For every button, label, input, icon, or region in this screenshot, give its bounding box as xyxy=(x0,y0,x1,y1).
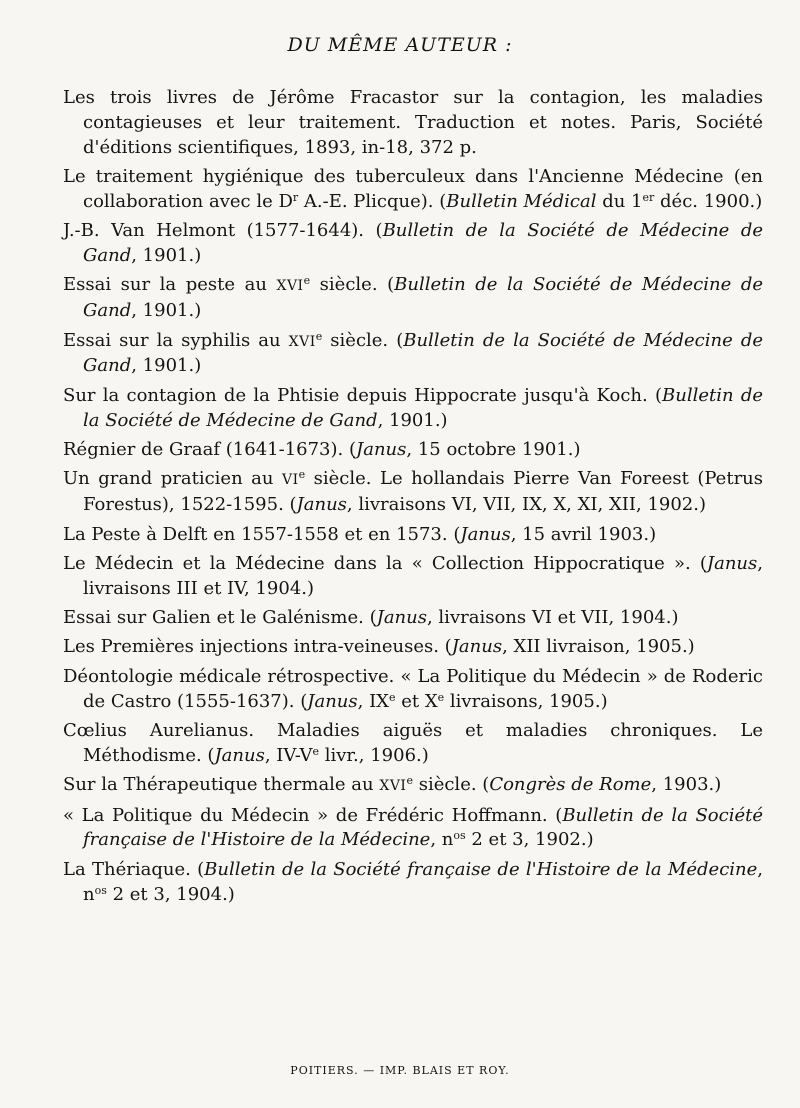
century-numeral: XVI xyxy=(379,778,407,795)
bibliography-entry xyxy=(63,384,763,434)
bibliography-entry xyxy=(63,273,763,324)
superscript: e xyxy=(406,774,413,788)
bibliography-entry xyxy=(63,804,763,854)
superscript: r xyxy=(292,190,299,204)
entry-text: Cœlius Aurelianus. Maladies aiguës et maladies chroniques. Le Méthodisme. ( xyxy=(63,720,763,766)
bibliography-entry xyxy=(63,165,763,215)
entry-text: Le Médecin et la Médecine dans la « Collection Hippocratique ». ( xyxy=(63,552,707,574)
century-numeral: XVI xyxy=(288,333,316,350)
entry-text: , IX xyxy=(357,690,389,712)
entry-text: et X xyxy=(395,690,438,712)
entry-text: Sur la contagion de la Phtisie depuis Hippocrate jusqu'à Koch. ( xyxy=(63,384,662,406)
journal-title: Congrès de Rome xyxy=(489,774,652,796)
entry-text: , livraisons VI et VII, 1904.) xyxy=(426,607,679,629)
journal-title: Janus xyxy=(460,523,511,545)
bibliography-entry xyxy=(63,86,763,160)
bibliography-list xyxy=(63,86,763,912)
entry-text: , 15 octobre 1901.) xyxy=(406,438,581,460)
entry-text: livr., 1906.) xyxy=(319,744,429,766)
entry-text: , livraisons VI, VII, IX, X, XI, XII, 1902.) xyxy=(346,494,706,516)
journal-title: Bulletin de la Société de Médecine de Gand xyxy=(83,220,763,266)
bibliography-entry xyxy=(63,635,763,660)
entry-text: , 1903.) xyxy=(651,774,722,796)
entry-text: siècle. ( xyxy=(322,329,404,351)
journal-title: Bulletin Médical xyxy=(446,190,597,212)
bibliography-entry xyxy=(63,467,763,518)
entry-text: , IV-V xyxy=(264,744,313,766)
journal-title: Janus xyxy=(706,552,758,574)
superscript: e xyxy=(298,468,306,482)
bibliography-entry xyxy=(63,552,763,602)
entry-text: Régnier de Graaf (1641-1673). ( xyxy=(63,438,356,460)
journal-title: Janus xyxy=(356,438,407,460)
bibliography-entry xyxy=(63,438,763,463)
entry-text: siècle. ( xyxy=(412,774,490,796)
journal-title: Janus xyxy=(376,607,427,629)
journal-title: Bulletin de la Société française de l'Histoire de la Médecine xyxy=(204,858,758,880)
superscript: er xyxy=(642,190,655,204)
entry-text: , 1901.) xyxy=(131,355,202,377)
entry-text: , n xyxy=(430,829,454,851)
entry-text: , 1901.) xyxy=(131,300,202,322)
superscript: os xyxy=(453,829,466,843)
bibliography-entry xyxy=(63,219,763,269)
entry-text: , 1901.) xyxy=(131,244,202,266)
century-numeral: VI xyxy=(281,472,299,489)
entry-text: , 15 avril 1903.) xyxy=(510,523,657,545)
entry-text: 2 et 3, 1904.) xyxy=(106,883,235,905)
journal-title: Janus xyxy=(307,690,358,712)
century-numeral: XVI xyxy=(276,278,304,295)
bibliography-entry xyxy=(63,773,763,799)
entry-text: Essai sur la syphilis au xyxy=(63,329,289,351)
superscript: e xyxy=(315,329,323,343)
superscript: os xyxy=(94,883,107,897)
bibliography-entry xyxy=(63,606,763,631)
journal-title: Janus xyxy=(451,636,503,658)
entry-text: J.-B. Van Helmont (1577-1644). ( xyxy=(63,220,383,242)
entry-text: livraisons, 1905.) xyxy=(444,690,608,712)
entry-text: Le traitement hygiénique des tuberculeux dans l'Ancienne Médecine (en collaboration avec le D xyxy=(63,165,763,212)
entry-text: , 1901.) xyxy=(377,409,448,431)
superscript: e xyxy=(437,690,445,704)
entry-text: Les Premières injections intra-veineuses. ( xyxy=(63,636,452,658)
entry-text: , XII livraison, 1905.) xyxy=(502,636,695,658)
bibliography-entry xyxy=(63,858,763,908)
entry-text: , n xyxy=(83,858,764,905)
entry-text: Les trois livres de Jérôme Fracastor sur la contagion, les maladies contagieuses et leur traitement. Traduction et notes. Paris, Société d'éditions scientifiques, 1893, in-18, 372 p. xyxy=(63,87,763,158)
journal-title: Janus xyxy=(296,494,347,516)
journal-title: Bulletin de la Société française de l'Histoire de la Médecine xyxy=(83,804,763,851)
entry-text: Déontologie médicale rétrospective. « La Politique du Médecin » de Roderic de Castro (1555-1637). ( xyxy=(63,665,763,712)
bibliography-entry xyxy=(63,719,763,769)
entry-text: , livraisons III et IV, 1904.) xyxy=(83,552,763,599)
entry-text: La Thériaque. ( xyxy=(63,858,205,880)
entry-text: du 1 xyxy=(596,190,643,212)
entry-text: Sur la Thérapeutique thermale au xyxy=(63,774,380,796)
bibliography-entry xyxy=(63,665,763,715)
superscript: e xyxy=(303,274,311,288)
entry-text: déc. 1900.) xyxy=(654,190,763,212)
journal-title: Bulletin de la Société de Médecine de Gand xyxy=(83,329,763,377)
entry-text: siècle. ( xyxy=(310,274,395,296)
entry-text: La Peste à Delft en 1557-1558 et en 1573. ( xyxy=(63,523,461,545)
superscript: e xyxy=(389,690,396,704)
journal-title: Bulletin de la Société de Médecine de Gand xyxy=(83,384,763,431)
entry-text: Essai sur Galien et le Galénisme. ( xyxy=(63,607,377,629)
entry-text: A.-E. Plicque). ( xyxy=(298,190,447,212)
journal-title: Janus xyxy=(214,744,265,766)
superscript: e xyxy=(312,744,320,758)
bibliography-entry xyxy=(63,329,763,380)
entry-text: 2 et 3, 1902.) xyxy=(465,829,594,851)
entry-text: Essai sur la peste au xyxy=(63,274,277,296)
entry-text: « La Politique du Médecin » de Frédéric Hoffmann. ( xyxy=(63,804,563,826)
bibliography-entry xyxy=(63,523,763,548)
journal-title: Bulletin de la Société de Médecine de Gand xyxy=(83,274,763,322)
printer-imprint: POITIERS. — IMP. BLAIS ET ROY. xyxy=(290,1064,510,1077)
page-heading: DU MÊME AUTEUR : xyxy=(287,34,513,56)
entry-text: Un grand praticien au xyxy=(63,468,282,490)
entry-text: siècle. Le hollandais Pierre Van Foreest (Petrus Forestus), 1522-1595. ( xyxy=(83,468,764,516)
